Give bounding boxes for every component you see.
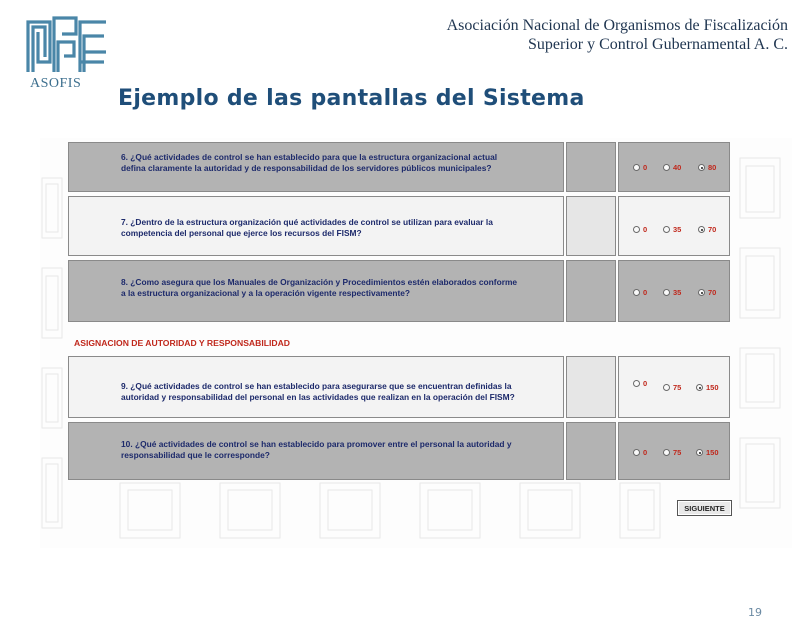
- option-radio[interactable]: 35: [663, 225, 681, 234]
- spacer-cell: [566, 260, 616, 322]
- radio-checked-icon[interactable]: [696, 384, 703, 391]
- spacer-cell: [566, 356, 616, 418]
- options-cell: [618, 142, 730, 192]
- spacer-cell: [566, 142, 616, 192]
- option-radio[interactable]: 0: [633, 448, 647, 457]
- options-cell: [618, 356, 730, 418]
- option-radio[interactable]: 0: [633, 163, 647, 172]
- option-radio[interactable]: 35: [663, 288, 681, 297]
- logo-text: ASOFIS: [30, 76, 82, 91]
- question-cell: [68, 356, 564, 418]
- question-row: [68, 422, 730, 480]
- question-cell: [68, 422, 564, 480]
- option-radio-selected[interactable]: 80: [698, 163, 716, 172]
- spacer-cell: [566, 196, 616, 256]
- slide-title: Ejemplo de las pantallas del Sistema: [118, 86, 585, 111]
- options-cell: [618, 196, 730, 256]
- radio-icon[interactable]: [663, 289, 670, 296]
- question-text: 10. ¿Qué actividades de control se han establecido para promover entre el personal la autoridad y responsabilidad que le corresponde?: [121, 439, 512, 460]
- org-name-line-2: Superior y Control Gubernamental A. C.: [528, 36, 788, 53]
- question-cell: [68, 196, 564, 256]
- option-radio[interactable]: 40: [663, 163, 681, 172]
- option-radio[interactable]: 75: [663, 448, 681, 457]
- option-radio-selected[interactable]: 70: [698, 225, 716, 234]
- option-radio[interactable]: 75: [663, 383, 681, 392]
- section-heading: ASIGNACION DE AUTORIDAD Y RESPONSABILIDAD: [74, 338, 290, 348]
- question-cell: [68, 260, 564, 322]
- question-text: 6. ¿Qué actividades de control se han establecido para que la estructura organizacional actual defina claramente la autoridad y de responsabilidad de los servidores públicos municipales?: [121, 152, 498, 173]
- option-radio-selected[interactable]: 70: [698, 288, 716, 297]
- option-radio[interactable]: 0: [633, 225, 647, 234]
- question-row: [68, 356, 730, 418]
- radio-icon[interactable]: [663, 164, 670, 171]
- radio-icon[interactable]: [633, 380, 640, 387]
- radio-icon[interactable]: [633, 449, 640, 456]
- option-radio-selected[interactable]: 150: [696, 383, 719, 392]
- radio-icon[interactable]: [633, 226, 640, 233]
- question-row: [68, 196, 730, 256]
- next-button[interactable]: SIGUIENTE: [677, 500, 732, 516]
- system-screenshot: [40, 138, 792, 548]
- option-radio[interactable]: 0: [633, 379, 647, 388]
- radio-checked-icon[interactable]: [698, 226, 705, 233]
- org-name-line-1: Asociación Nacional de Organismos de Fiscalización: [446, 17, 788, 34]
- question-text: 9. ¿Qué actividades de control se han establecido para asegurarse que se encuentran definidas la autoridad y responsabilidad del personal en las actividades que realizan en la operación del FISM?: [121, 381, 515, 402]
- radio-icon[interactable]: [663, 384, 670, 391]
- radio-checked-icon[interactable]: [698, 164, 705, 171]
- radio-checked-icon[interactable]: [698, 289, 705, 296]
- question-cell: [68, 142, 564, 192]
- radio-icon[interactable]: [633, 289, 640, 296]
- question-row: [68, 142, 730, 192]
- option-radio-selected[interactable]: 150: [696, 448, 719, 457]
- radio-icon[interactable]: [633, 164, 640, 171]
- radio-icon[interactable]: [663, 226, 670, 233]
- spacer-cell: [566, 422, 616, 480]
- radio-icon[interactable]: [663, 449, 670, 456]
- radio-checked-icon[interactable]: [696, 449, 703, 456]
- organization-name: [447, 16, 788, 54]
- question-text: 7. ¿Dentro de la estructura organización qué actividades de control se utilizan para evaluar la competencia del personal que ejerce los recursos del FISM?: [121, 217, 493, 238]
- options-cell: [618, 260, 730, 322]
- question-row: [68, 260, 730, 322]
- page-number: 19: [748, 606, 762, 619]
- option-radio[interactable]: 0: [633, 288, 647, 297]
- options-cell: [618, 422, 730, 480]
- question-text: 8. ¿Como asegura que los Manuales de Organización y Procedimientos estén elaborados conforme a la estructura organizacional y a la operación vigente respectivamente?: [121, 277, 518, 298]
